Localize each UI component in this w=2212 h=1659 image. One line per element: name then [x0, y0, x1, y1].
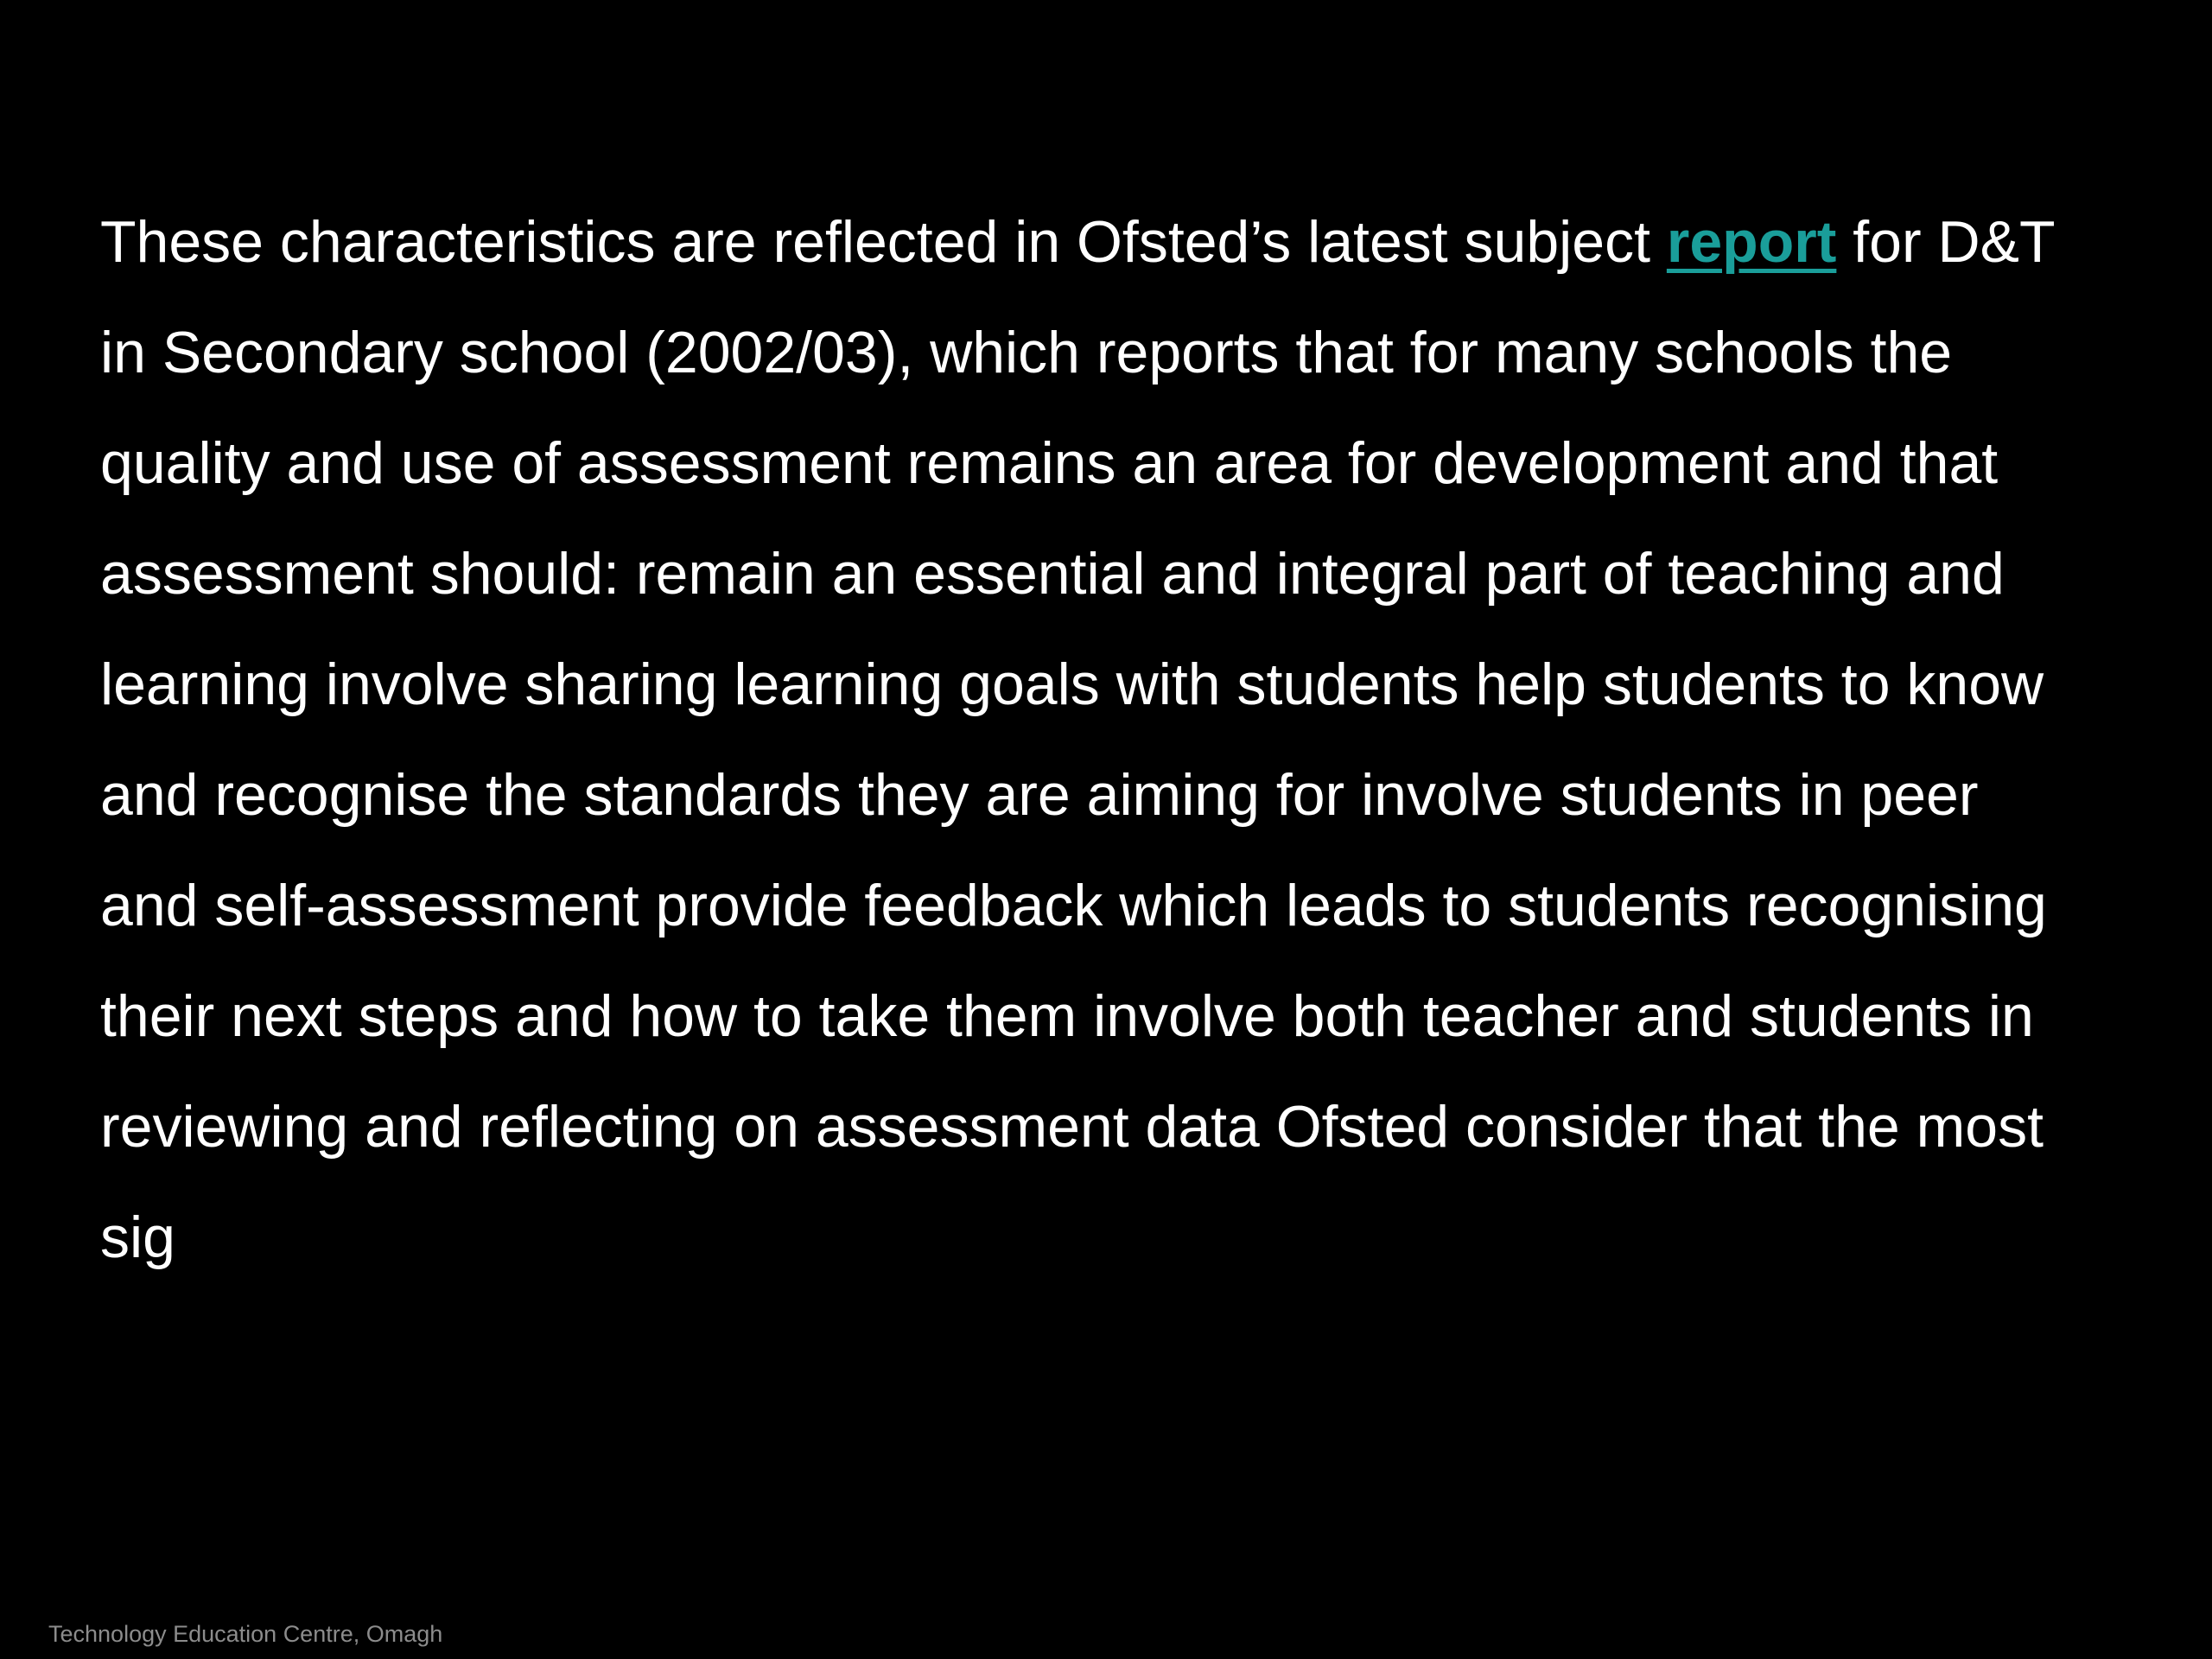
- body-line-1: [100, 187, 2174, 297]
- body-text: [100, 187, 2174, 1293]
- body-line-7: and self-assessment provide feedback which leads to students recognising: [100, 873, 2047, 938]
- report-link[interactable]: report: [1666, 209, 1837, 275]
- body-line-5: learning involve sharing learning goals with students help students to know: [100, 652, 2044, 717]
- body-line-2: in Secondary school (2002/03), which reports that for many schools the: [100, 320, 1953, 385]
- body-line-8: their next steps and how to take them involve both teacher and students in: [100, 983, 2034, 1049]
- body-line-4: assessment should: remain an essential and integral part of teaching and: [100, 541, 2005, 607]
- body-line-1-end: for D&T: [1836, 209, 2056, 275]
- body-line-9: reviewing and reflecting on assessment data Ofsted consider that the most: [100, 1094, 2044, 1160]
- footer-text: Technology Education Centre, Omagh: [48, 1621, 443, 1647]
- body-line-1-start: These characteristics are reflected in Ofsted’s latest subject: [100, 209, 1667, 275]
- body-line-10: sig: [100, 1205, 175, 1270]
- body-line-3: quality and use of assessment remains an area for development and that: [100, 430, 1999, 496]
- body-line-6: and recognise the standards they are aiming for involve students in peer: [100, 762, 1979, 828]
